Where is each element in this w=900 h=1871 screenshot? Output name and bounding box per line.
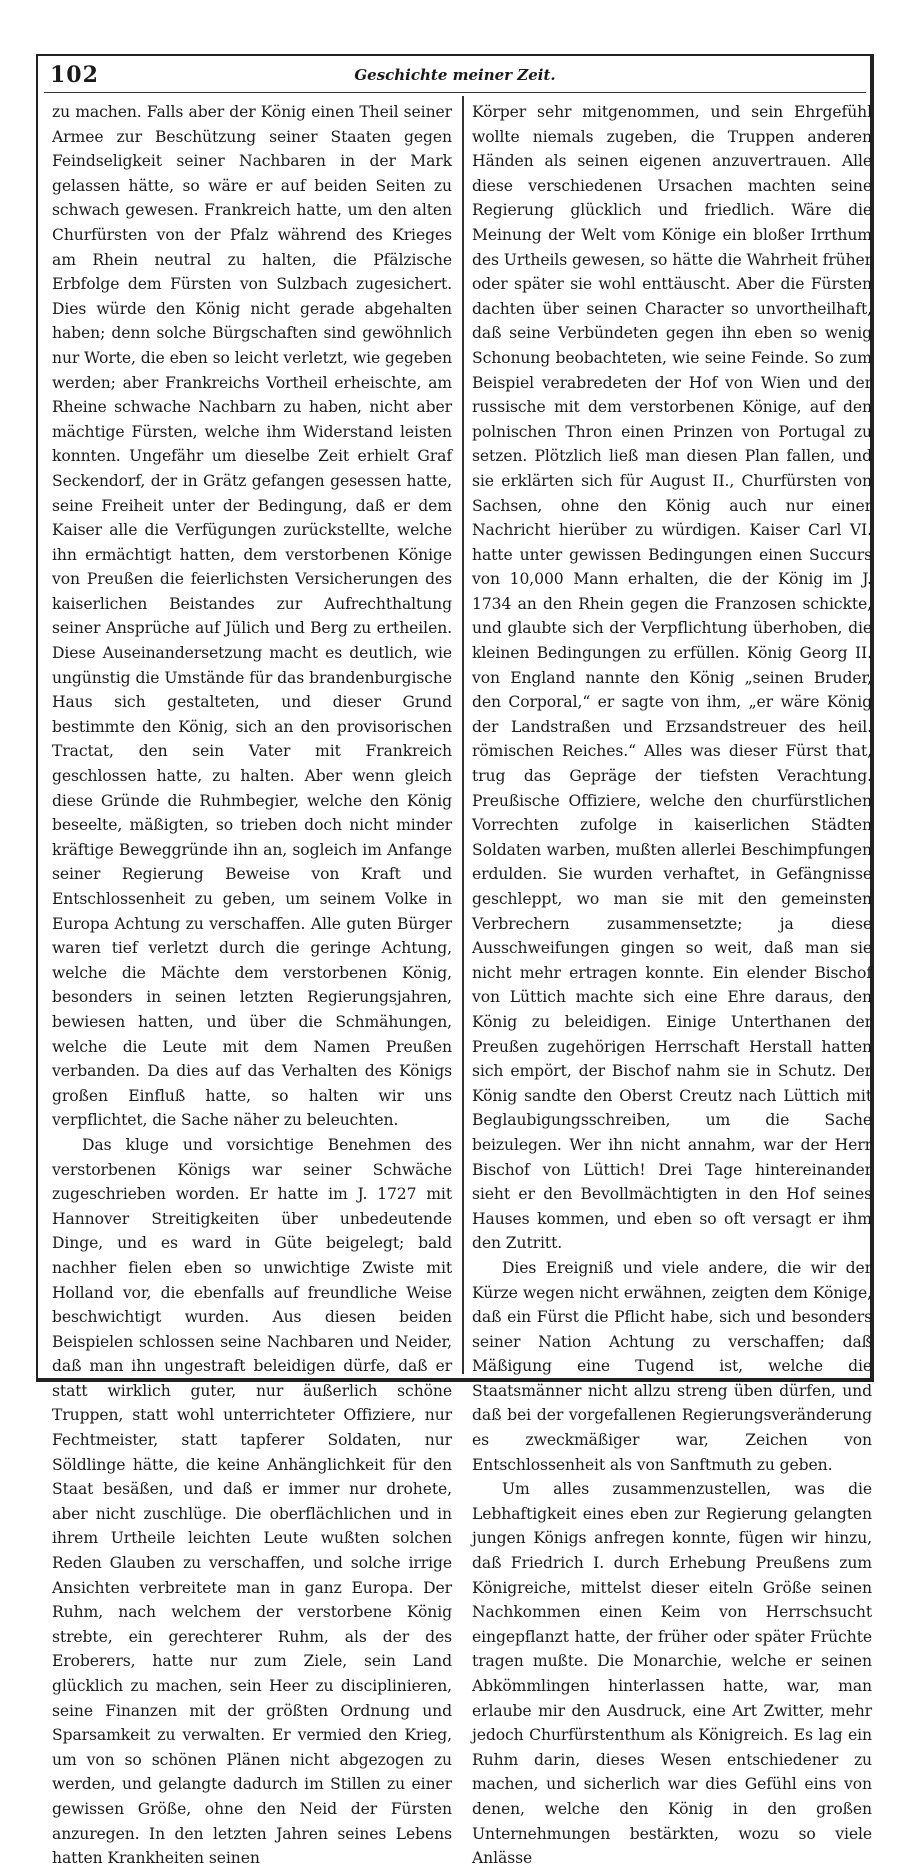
paragraph: Um alles zusammenzustellen, was die Lebhaftigkeit eines eben zur Regierung gelangten jungen Königs anfregen konnte, fügen wir hinzu, daß Friedrich I. durch Erhebung Preußens zum Königreiche, mittelst dieser eiteln Größe seinen Nachkommen einen Keim von Herrschsucht eingepflanzt hatte, der früher oder später Früchte tragen mußte. Die Monarchie, welche er seinen Abkömmlingen hinterlassen hatte, war, man erlaube mir den Ausdruck, eine Art Zwitter, mehr jedoch Churfürstenthum als Königreich. Es lag ein Ruhm darin, dieses Wesen entschiedener zu machen, und sicherlich war dies Gefühl eins von denen, welche den König in den großen Unternehmungen bestärkten, wozu so viele Anlässe — [472, 1480, 872, 1868]
page-header — [44, 60, 866, 90]
running-head: Geschichte meiner Zeit. — [354, 66, 556, 84]
paragraph: Körper sehr mitgenommen, und sein Ehrgefühl wollte niemals zugeben, die Truppen anderen Händen als seinen eigenen anzuvertrauen. Alle diese verschiedenen Ursachen machten seine Regierung glücklich und friedlich. Wäre die Meinung der Welt vom Könige ein bloßer Irrthum des Urtheils gewesen, so hätte die Wahrheit früher oder später sie wohl enttäuscht. Aber die Fürsten dachten über seinen Character so unvortheilhaft, daß seine Verbündeten gegen ihn eben so wenig Schonung beobachteten, wie seine Feinde. So zum Beispiel verabredeten der Hof von Wien und der russische mit dem verstorbenen Könige, auf den polnischen Thron einen Prinzen von Portugal zu setzen. Plötzlich ließ man diesen Plan fallen, und sie erklärten sich für August II., Churfürsten von Sachsen, ohne den König auch nur einer Nachricht hierüber zu würdigen. Kaiser Carl VI. hatte unter gewissen Bedingungen einen Succurs von 10,000 Mann erhalten, die der König im J. 1734 an den Rhein gegen die Franzosen schickte, und glaubte sich der Verpflichtung überhoben, die kleinen Bedingungen zu erfüllen. König Georg II. von England nannte den König „seinen Bruder, den Corporal,“ er sagte von ihm, „er wäre König der Landstraßen und Erzsandstreuer des heil. römischen Reiches.“ Alles was dieser Fürst that, trug das Gepräge der tiefsten Verachtung. Preußische Offiziere, welche den churfürstlichen Vorrechten zufolge in kaiserlichen Städten Soldaten warben, mußten allerlei Beschimpfungen erdulden. Sie wurden verhaftet, in Gefängnisse geschleppt, wo man sie mit den gemeinsten Verbrechern zusammensetzte; ja diese Ausschweifungen gingen so weit, daß man sie nicht mehr ertragen konnte. Ein elender Bischof von Lüttich machte sich eine Ehre daraus, den König zu beleidigen. Einige Unterthanen der Preußen zugehörigen Herrschaft Herstall hatten sich empört, der Bischof nahm sie in Schutz. Der König sandte den Oberst Creutz nach Lüttich mit Beglaubigungsschreiben, um die Sache beizulegen. Wer ihn nicht annahm, war der Herr Bischof von Lüttich! Drei Tage hintereinander sieht er den Bevollmächtigten in den Hof seines Hauses kommen, und eben so oft versagt er ihm den Zutritt. — [472, 103, 872, 1253]
paragraph: Das kluge und vorsichtige Benehmen des verstorbenen Königs war seiner Schwäche zugeschrieben worden. Er hatte im J. 1727 mit Hannover Streitigkeiten über unbedeutende Dinge, und es ward in Güte beigelegt; bald nachher fielen eben so unwichtige Zwiste mit Holland vor, die ebenfalls auf freundliche Weise beschwichtigt wurden. Aus diesen beiden Beispielen schlossen seine Nachbaren und Neider, daß man ihn ungestraft beleidigen dürfe, daß er statt wirklich guter, nur äußerlich schöne Truppen, statt wohl unterrichteter Offiziere, nur Fechtmeister, statt tapferer Soldaten, nur Söldlinge hätte, die keine Anhänglichkeit für den Staat besäßen, und daß er immer nur drohete, aber nicht zuschlüge. Die oberflächlichen und in ihrem Urtheile leichten Leute wußten solchen Reden Glauben zu verschaffen, und solche irrige Ansichten verbreitete man in ganz Europa. Der Ruhm, nach welchem der verstorbene König strebte, ein gerechterer Ruhm, als der des Eroberers, hatte nur zum Ziele, sein Land glücklich zu machen, sein Heer zu disciplinieren, seine Finanzen mit der größten Ordnung und Sparsamkeit zu verwalten. Er vermied den Krieg, um von so schönen Plänen nicht abgezogen zu werden, und gelangte dadurch im Stillen zu einer gewissen Größe, ohne den Neid der Fürsten anzuregen. In den letzten Jahren seines Lebens hatten Krankheiten seinen — [52, 1135, 452, 1868]
left-column — [52, 100, 452, 1871]
column-divider — [462, 96, 464, 1374]
paragraph: zu machen. Falls aber der König einen Theil seiner Armee zur Beschützung seiner Staaten gegen Feindseligkeit seiner Nachbaren in der Mark gelassen hätte, so wäre er auf beiden Seiten zu schwach gewesen. Frankreich hatte, um den alten Churfürsten von der Pfalz während des Krieges am Rhein neutral zu halten, die Pfälzische Erbfolge dem Fürsten von Sulzbach zugesichert. Dies würde den König nicht gerade abgehalten haben; denn solche Bürgschaften sind gewöhnlich nur Worte, die eben so leicht verletzt, wie gegeben werden; aber Frankreichs Vortheil erheischte, am Rheine schwache Nachbarn zu haben, nicht aber mächtige Fürsten, welche ihm Widerstand leisten konnten. Ungefähr um dieselbe Zeit erhielt Graf Seckendorf, der in Grätz gefangen gesessen hatte, seine Freiheit unter der Bedingung, daß er dem Kaiser alle die Verfügungen zurückstellte, welche ihn ermächtigt hatten, dem verstorbenen Könige von Preußen die feierlichsten Versicherungen des kaiserlichen Beistandes zur Aufrechthaltung seiner Ansprüche auf Jülich und Berg zu ertheilen. Diese Auseinandersetzung macht es deutlich, wie ungünstig die Umstände für das brandenburgische Haus sich gestalteten, und dieser Grund bestimmte den König, sich an den provisorischen Tractat, den sein Vater mit Frankreich geschlossen hatte, zu halten. Aber wenn gleich diese Gründe die Ruhmbegier, welche den König beseelte, mäßigten, so trieben doch nicht minder kräftige Beweggründe ihn an, sogleich im Anfange seiner Regierung Beweise von Kraft und Entschlossenheit zu geben, um seinem Volke in Europa Achtung zu verschaffen. Alle guten Bürger waren tief verletzt durch die geringe Achtung, welche die Mächte dem verstorbenen König, besonders in seinen letzten Regierungsjahren, bewiesen hatten, und über die Schmähungen, welche die Leute mit dem Namen Preußen verbanden. Da dies auf das Verhalten des Königs großen Einfluß hatte, so halten wir uns verpflichtet, die Sache näher zu beleuchten. — [52, 103, 452, 1130]
page-number: 102 — [50, 62, 99, 88]
paragraph: Dies Ereigniß und viele andere, die wir der Kürze wegen nicht erwähnen, zeigten dem Könige, daß ein Fürst die Pflicht habe, sich und besonders seiner Nation Achtung zu verschaffen; daß Mäßigung eine Tugend ist, welche die Staatsmänner nicht allzu streng üben dürfen, und daß bei der vorgefallenen Regierungsveränderung es zweckmäßiger war, Zeichen von Entschlossenheit als von Sanftmuth zu geben. — [472, 1258, 872, 1474]
header-rule — [44, 92, 866, 93]
right-column — [472, 100, 872, 1871]
